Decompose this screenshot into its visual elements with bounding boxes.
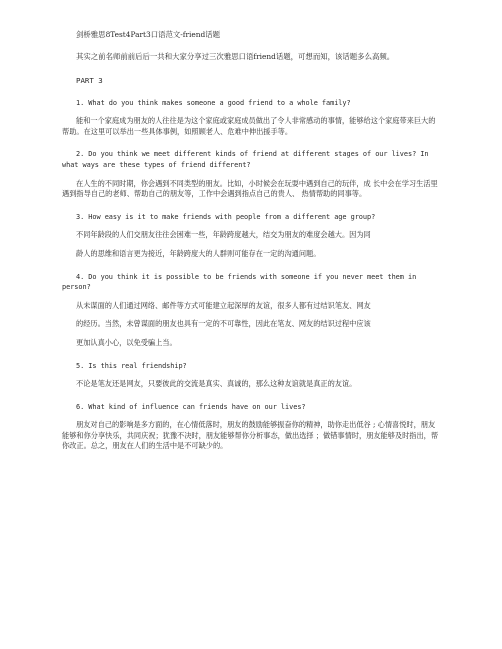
- answer-3-para-1: 不同年龄段的人们交朋友往往会困难一些，年龄跨度越大，结交为朋友的难度会越大。因为同: [76, 230, 371, 240]
- answer-2: 在人生的不同时期，你会遇到不同类型的朋友。比如，小时候会在玩耍中遇到自己的玩伴，成 长中会在学习生活里遇到指导自己的老师、帮助自己的朋友等，工作中会遇到指点自己的贵人、 热情帮助的同事等。: [62, 178, 438, 199]
- answer-3-para-2: 龄人的思维和语言更为接近，年龄跨度大的人群则可能存在一定的沟通问题。: [76, 248, 321, 258]
- answer-4-para-3: 更加认真小心，以免受骗上当。: [76, 337, 177, 347]
- question-2: 2. Do you think we meet different kinds of friend at different stages of our lives? In what ways are these types of friend different?: [62, 150, 429, 169]
- question-4: 4. Do you think it is possible to be friends with someone if you never meet them in person?: [62, 272, 417, 292]
- question-3: 3. How easy is it to make friends with people from a different age group?: [76, 212, 376, 221]
- question-5: 5. Is this real friendship?: [76, 361, 187, 370]
- question-1: 1. What do you think makes someone a good friend to a whole family?: [76, 98, 351, 107]
- answer-4-para-2: 的经历。当然，未曾谋面的朋友也具有一定的不可靠性，因此在笔友、网友的结识过程中应该: [76, 319, 371, 329]
- part-heading: PART 3: [76, 75, 103, 85]
- answer-5: 不论是笔友还是网友，只要彼此的交流是真实、真诚的，那么这种友谊就是真正的友谊。: [76, 379, 357, 389]
- intro-paragraph: 其实之前名师前前后后一共和大家分享过三次雅思口语friend话题，可想而知，该话题多么高频。: [76, 52, 395, 61]
- answer-6: 朋友对自己的影响是多方面的，在心情低落时，朋友的鼓励能够振奋你的精神，助你走出低谷 ; 心情喜悦时，朋友能够和你分享快乐，共同庆祝；犹豫不决时，朋友能够帮你分析事态，做出选择 ；做错事情时，朋友能够及时指出，帮你改正。总之，朋友在人们的生活中是不可缺少的。: [62, 420, 439, 451]
- answer-4-para-1: 从未谋面的人们通过网络、邮件等方式可能建立起深厚的友谊，很多人都有过结识笔友、网友: [76, 300, 371, 310]
- answer-1: 能和一个家庭成为朋友的人往往是为这个家庭或家庭成员做出了令人非常感动的事情，能够给这个家庭带来巨大的帮助。在这里可以举出一些具体事例，如照顾老人、危难中伸出援手等。: [62, 116, 436, 136]
- document-title: 剑桥雅思8Test4Part3口语范文-friend话题: [76, 30, 221, 39]
- question-6: 6. What kind of influence can friends have on our lives?: [76, 402, 306, 411]
